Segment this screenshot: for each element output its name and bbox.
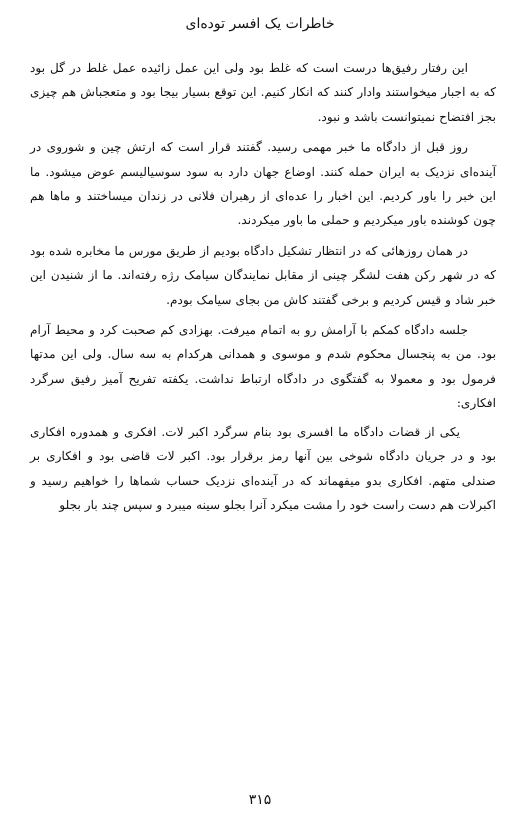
running-header: خاطرات یک افسر توده‌ای xyxy=(185,16,335,32)
body-text xyxy=(30,56,496,523)
page-number: ۳۱۵ xyxy=(248,792,272,808)
paragraph: روز قبل از دادگاه ما خبر مهمی رسید. گفتند قرار است که ارتش چین و شوروی در آینده‌ای نزدیک به ایران حمله کنند. اوضاع جهان دارد به سود سوسیالیسم عوض میشود. ما این خبر را باور کردیم. این اخبار را عده‌ای از رهبران فلانی در زندان میساختند و ماها هم چون کوشنده باور میکردیم و حملی ما باور میکردند. xyxy=(30,140,496,228)
paragraph: یکی از قضات دادگاه ما افسری بود بنام سرگرد اکبر لات. افکری و همدوره افکاری بود و در جریان دادگاه شوخی بین آنها رمز برقرار بود. اکبر لات قاضی بود و افکاری بر صندلی متهم. افکاری بدو میفهماند که در آینده‌ای نزدیک حساب شماها را خواهیم رسید و اکبرلات هم دست راست خود را مشت میکرد آنرا بجلو سینه میبرد و سپس چند بار بجلو xyxy=(30,424,496,512)
paragraph: این رفتار رفیق‌ها درست است که غلط بود ولی این عمل زائیده عمل غلط در گل بود که به اجبار میخواستند وادار کنند که انکار کنیم. این توقع بسیار بیجا بود و متعجباش هم چیزی بجز افتضاح نمیتوانست باشد و نبود. xyxy=(30,61,496,124)
paragraph: جلسه دادگاه کمکم با آرامش رو به اتمام میرفت. بهزادی کم صحبت کرد و محیط آرام بود. من به پنجسال محکوم شدم و موسوی و همدانی هرکدام به سه سال. ولی این مدتها فرمول بود و معمولا به گفتگوی در دادگاه ارتباط نداشت. یکفته تفریح آمیز رفیق سرگرد افکاری: xyxy=(30,323,496,411)
paragraph: در همان روزهائی که در انتظار تشکیل دادگاه بودیم از طریق مورس ما مخابره شده بود که در شهر رکن هفت لشگر چینی از مقابل نمایندگان سیامک رژه رفته‌اند. ما از شنیدن این خبر شاد و قیس کردیم و برخی گفتند کاش من بجای سیامک بودم. xyxy=(30,243,496,307)
